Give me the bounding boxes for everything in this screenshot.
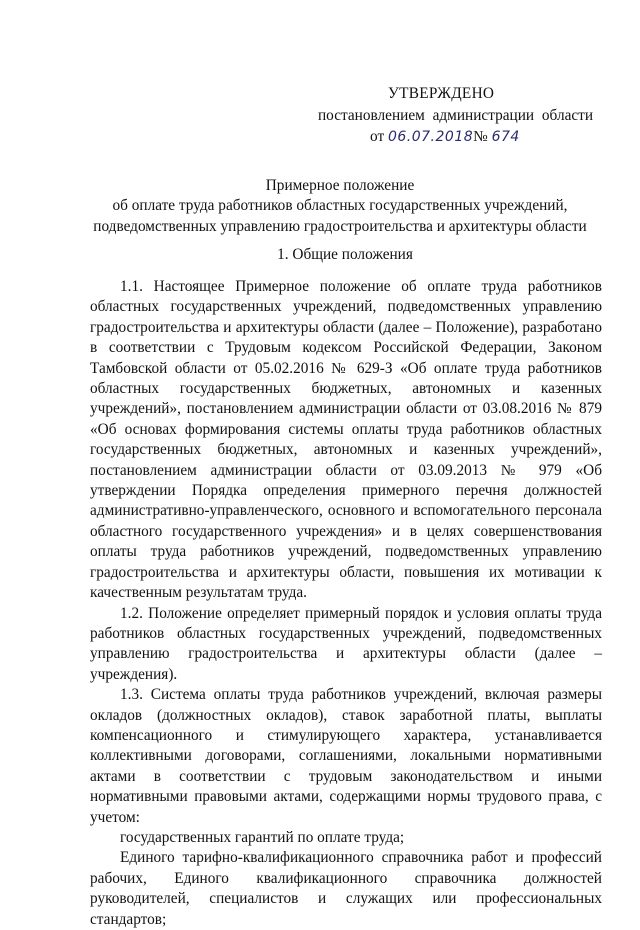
document-body [90, 277, 602, 930]
approval-date-line [318, 127, 608, 147]
document-title [60, 176, 620, 237]
approval-number-sign: № [473, 127, 488, 145]
approval-date-handwritten: 06.07.2018 [387, 128, 474, 145]
approval-number-handwritten: 674 [491, 128, 520, 145]
section-heading: 1. Общие положения [277, 246, 413, 263]
paragraph-1-1: 1.1. Настоящее Примерное положение об оплате труда работников областных государственных учреждений, подведомственных управлению градостроительства и архитектуры области (далее – Положение), разработано в соответствии с Трудовым кодексом Российской Федерации, Законом Тамбовской области от 05.02.2016 № 629-З «Об оплате труда работников областных государственных бюджетных, автономных и казенных учреждений», постановлением администрации области от 03.08.2016 № 879 «Об основах формирования системы оплаты труда работников областных государственных бюджетных, автономных и казенных учреждений», постановлением администрации области от 03.09.2013 № 979 «Об утверждении Порядка определения примерного перечня должностей административно-управленческого, основного и вспомогательного персонала областного государственного учреждения» и в целях совершенствования оплаты труда работников учреждений, подведомственных управлению градостроительства и архитектуры области, повышения их мотивации к качественным результатам труда. [90, 278, 602, 602]
approval-date-prefix: от [370, 127, 385, 145]
paragraph-1-3: 1.3. Система оплаты труда работников учреждений, включая размеры окладов (должностных окладов), ставок заработной платы, выплаты компенсационного и стимулирующего характера, устанавливается коллективными договорами, соглашениями, локальными нормативными актами в соответствии с трудовым законодательством и иными нормативными правовыми актами, содержащими нормы трудового права, с учетом: [90, 686, 602, 826]
document-title-line-2: об оплате труда работников областных государственных учреждений, [112, 197, 568, 215]
list-item-reference-books: Единого тарифно-квалификационного справочника работ и профессий рабочих, Единого квалификационного справочника должностей руководителей, специалистов и служащих или профессиональных стандартов; [90, 849, 602, 928]
approval-stamp-block [318, 84, 608, 147]
approval-resolution-line: постановлением администрации области [318, 107, 594, 125]
paragraph-1-2: 1.2. Положение определяет примерный порядок и условия оплаты труда работников областных государственных учреждений, подведомственных управлению градостроительства и архитектуры области (далее – учреждения). [90, 604, 602, 683]
document-title-line-1: Примерное положение [265, 177, 415, 194]
document-title-line-3: подведомственных управлению градостроительства и архитектуры области [93, 217, 587, 235]
approval-stamp-title: УТВЕРЖДЕНО [388, 85, 495, 102]
list-item-guarantees: государственных гарантий по оплате труда; [120, 828, 405, 846]
